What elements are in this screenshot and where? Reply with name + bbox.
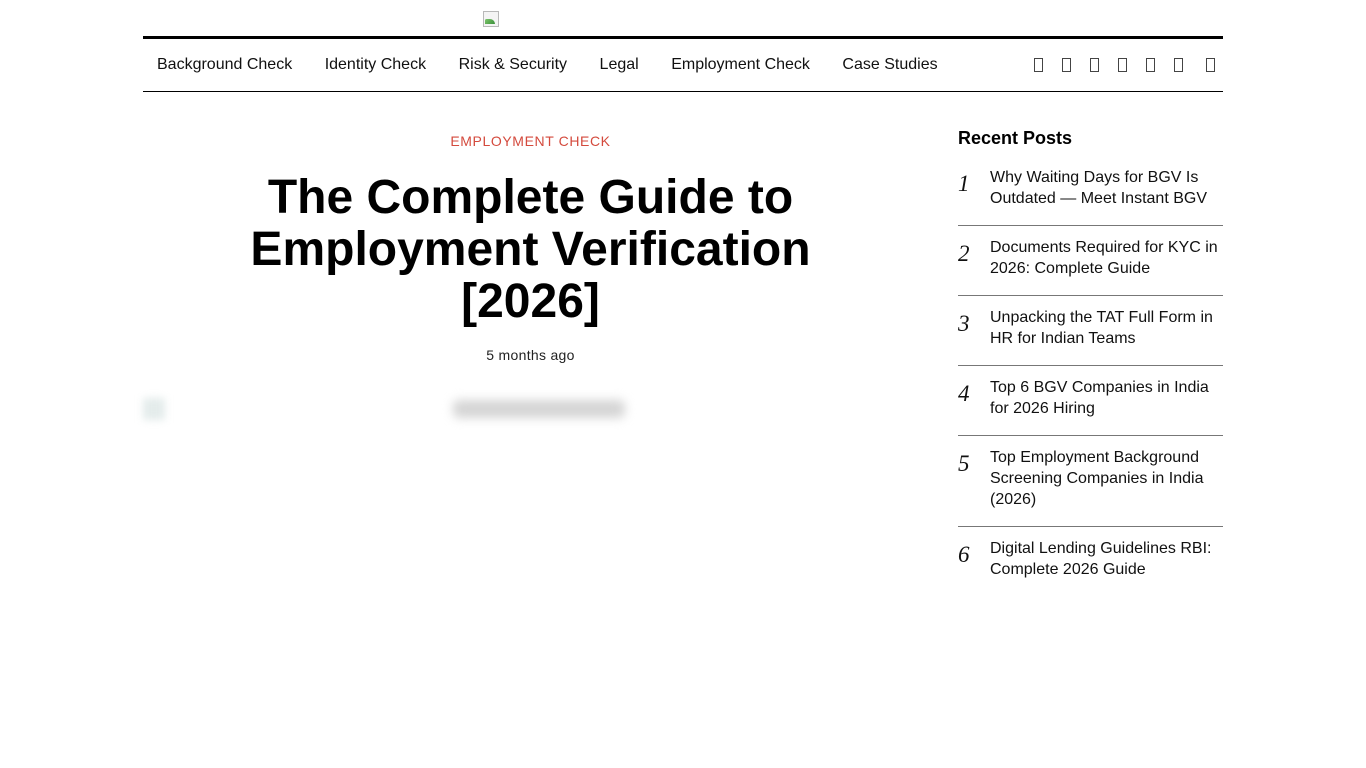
social-icon-3[interactable] — [1090, 58, 1099, 72]
post-number: 4 — [958, 381, 970, 406]
main-navigation — [143, 36, 1223, 92]
recent-posts-list — [958, 167, 1223, 596]
post-number: 1 — [958, 171, 970, 196]
nav-menu — [157, 39, 970, 91]
nav-item-risk-security[interactable]: Risk & Security — [458, 56, 568, 73]
post-number: 5 — [958, 451, 970, 476]
social-icon-5[interactable] — [1146, 58, 1155, 72]
loading-placeholder-bar — [453, 400, 625, 418]
nav-item-employment-check[interactable]: Employment Check — [671, 56, 810, 73]
article-date: 5 months ago — [486, 347, 575, 363]
social-icon-1[interactable] — [1034, 58, 1043, 72]
social-icon-6[interactable] — [1174, 58, 1183, 72]
recent-post-item — [958, 377, 1223, 436]
nav-item-case-studies[interactable]: Case Studies — [842, 56, 938, 73]
search-icon[interactable] — [1206, 58, 1215, 72]
post-number: 2 — [958, 241, 970, 266]
nav-item-identity-check[interactable]: Identity Check — [324, 56, 427, 73]
recent-post-item — [958, 447, 1223, 527]
nav-icon-group — [1015, 39, 1215, 91]
recent-post-link[interactable]: Why Waiting Days for BGV Is Outdated — Meet Instant BGV — [990, 169, 1207, 207]
broken-image-icon-landscape — [485, 19, 495, 24]
nav-item-legal[interactable]: Legal — [599, 56, 639, 73]
recent-post-link[interactable]: Top 6 BGV Companies in India for 2026 Hiring — [990, 379, 1209, 417]
recent-post-item — [958, 538, 1223, 596]
sidebar-recent-posts — [958, 128, 1223, 607]
recent-post-link[interactable]: Digital Lending Guidelines RBI: Complete 2026 Guide — [990, 540, 1212, 578]
recent-post-link[interactable]: Unpacking the TAT Full Form in HR for Indian Teams — [990, 309, 1213, 347]
post-number: 6 — [958, 542, 970, 567]
nav-item-background-check[interactable]: Background Check — [157, 56, 293, 73]
post-number: 3 — [958, 311, 970, 336]
recent-post-link[interactable]: Top Employment Background Screening Companies in India (2026) — [990, 449, 1204, 508]
recent-post-link[interactable]: Documents Required for KYC in 2026: Complete Guide — [990, 239, 1218, 277]
recent-post-item — [958, 237, 1223, 296]
loading-placeholder-thumb — [143, 398, 165, 420]
social-icon-4[interactable] — [1118, 58, 1127, 72]
recent-post-item — [958, 167, 1223, 226]
recent-post-item — [958, 307, 1223, 366]
article-title: The Complete Guide to Employment Verification [2026] — [250, 171, 811, 328]
sidebar-title: Recent Posts — [958, 128, 1073, 148]
social-icon-2[interactable] — [1062, 58, 1071, 72]
site-logo-broken-image[interactable] — [483, 11, 499, 27]
article-category-link[interactable]: EMPLOYMENT CHECK — [450, 133, 611, 149]
